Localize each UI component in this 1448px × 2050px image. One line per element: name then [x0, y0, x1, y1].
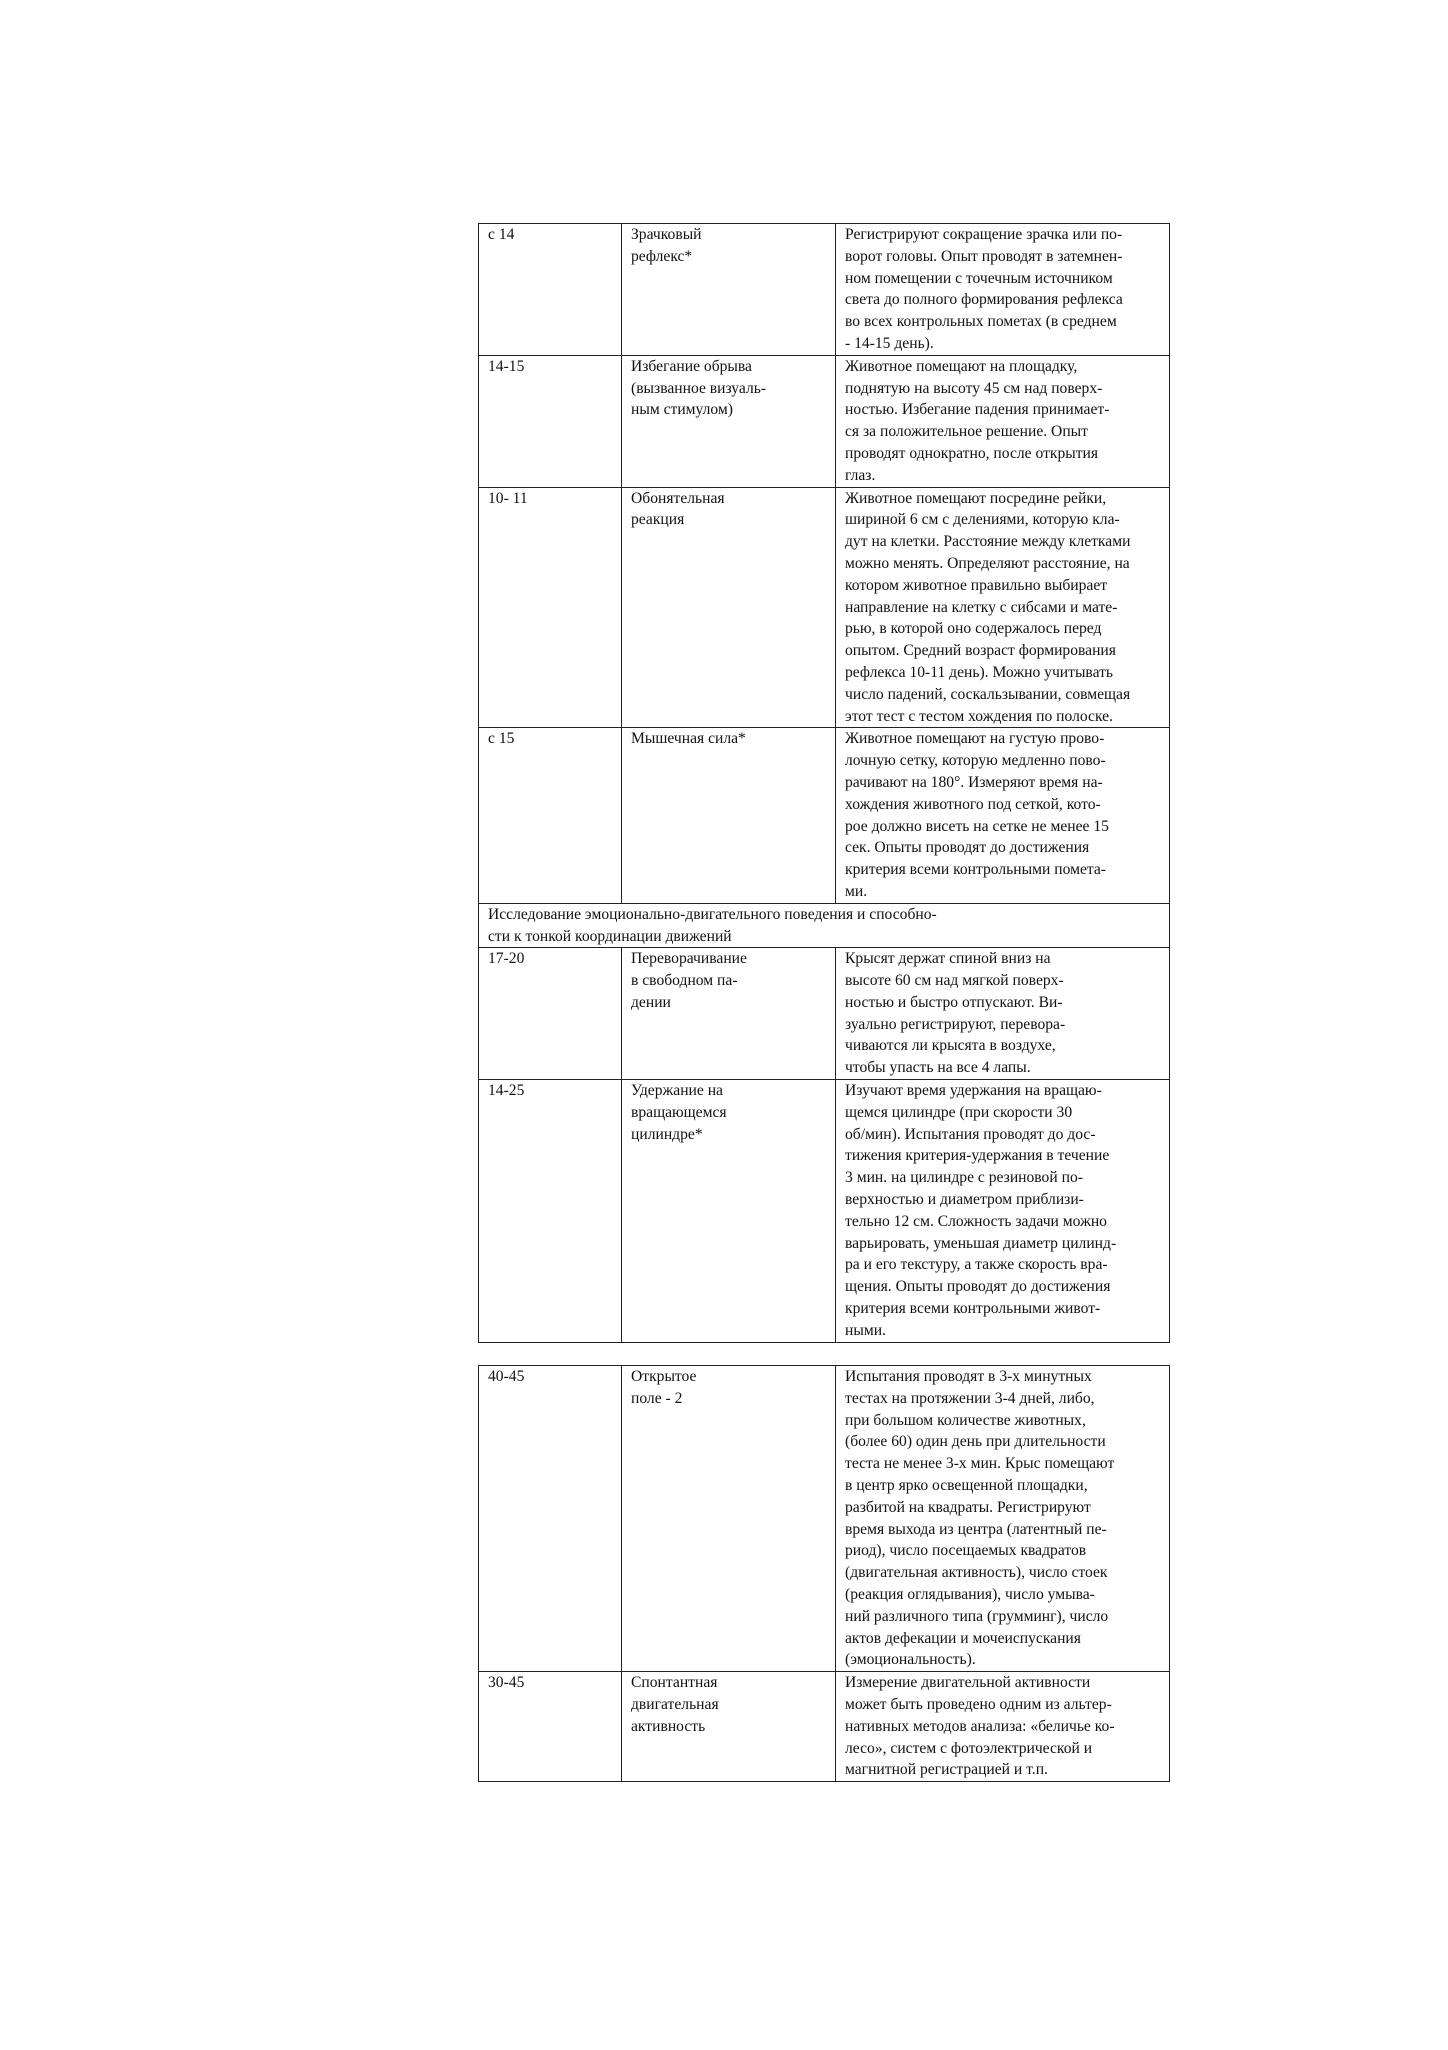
table-row	[479, 728, 1170, 903]
table-row	[479, 1672, 1170, 1782]
age-cell: с 14	[479, 224, 622, 356]
description-cell: Испытания проводят в 3-х минутных тестах на протяжении 3-4 дней, либо, при большом количестве животных, (более 60) один день при длительности теста не менее 3-х мин. Крыс помещают в центр ярко освещенной площадки, разбитой на квадраты. Регистрируют время выхода из центра (латентный пе- риод), число посещаемых квадратов (двигательная активность), число стоек (реакция оглядывания), число умыва- ний различного типа (грумминг), число актов дефекации и мочеиспускания (эмоциональность).	[836, 1366, 1170, 1672]
table-row	[479, 224, 1170, 356]
test-name-cell: Переворачивание в свободном па- дении	[622, 948, 836, 1080]
test-name-cell: Обонятельная реакция	[622, 487, 836, 728]
test-name-cell: Открытое поле - 2	[622, 1366, 836, 1672]
table-row	[479, 355, 1170, 487]
description-cell: Регистрируют сокращение зрачка или по- ворот головы. Опыт проводят в затемнен- ном помещении с точечным источником света до полного формирования рефлекса во всех контрольных пометах (в среднем - 14-15 день).	[836, 224, 1170, 356]
table-row	[479, 948, 1170, 1080]
test-name-cell: Спонтантная двигательная активность	[622, 1672, 836, 1782]
age-cell: 14-15	[479, 355, 622, 487]
age-cell: 10- 11	[479, 487, 622, 728]
section-header-row	[479, 903, 1170, 948]
table-row	[479, 487, 1170, 728]
description-cell: Изучают время удержания на вращаю- щемся цилиндре (при скорости 30 об/мин). Испытания проводят до дос- тижения критерия-удержания в течение 3 мин. на цилиндре с резиновой по- верхностью и диаметром приблизи- тельно 12 см. Сложность задачи можно варьировать, уменьшая диаметр цилинд- ра и его текстуру, а также скорость вра- щения. Опыты проводят до достижения критерия всеми контрольными живот- ными.	[836, 1080, 1170, 1343]
age-cell: 40-45	[479, 1366, 622, 1672]
test-name-cell: Мышечная сила*	[622, 728, 836, 903]
test-name-cell: Избегание обрыва (вызванное визуаль- ным стимулом)	[622, 355, 836, 487]
methods-table-1	[478, 223, 1170, 1343]
description-cell: Измерение двигательной активности может быть проведено одним из альтер- нативных методов анализа: «беличье ко- лесо», систем с фотоэлектрической и магнитной регистрацией и т.п.	[836, 1672, 1170, 1782]
table-row	[479, 1366, 1170, 1672]
age-cell: 30-45	[479, 1672, 622, 1782]
table-row	[479, 1080, 1170, 1343]
age-cell: 14-25	[479, 1080, 622, 1343]
age-cell: 17-20	[479, 948, 622, 1080]
description-cell: Животное помещают на густую прово- лочную сетку, которую медленно пово- рачивают на 180°. Измеряют время на- хождения животного под сеткой, кото- рое должно висеть на сетке не менее 15 сек. Опыты проводят до достижения критерия всеми контрольными помета- ми.	[836, 728, 1170, 903]
test-name-cell: Удержание на вращающемся цилиндре*	[622, 1080, 836, 1343]
description-cell: Животное помещают посредине рейки, шириной 6 см с делениями, которую кла- дут на клетки. Расстояние между клетками можно менять. Определяют расстояние, на котором животное правильно выбирает направление на клетку с сибсами и мате- рью, в которой оно содержалось перед опытом. Средний возраст формирования рефлекса 10-11 день). Можно учитывать число падений, соскальзывании, совмещая этот тест с тестом хождения по полоске.	[836, 487, 1170, 728]
test-name-cell: Зрачковый рефлекс*	[622, 224, 836, 356]
section-heading: Исследование эмоционально-двигательного поведения и способно- сти к тонкой координации движений	[479, 903, 1170, 948]
methods-table-2	[478, 1365, 1170, 1782]
description-cell: Животное помещают на площадку, поднятую на высоту 45 см над поверх- ностью. Избегание падения принимает- ся за положительное решение. Опыт проводят однократно, после открытия глаз.	[836, 355, 1170, 487]
description-cell: Крысят держат спиной вниз на высоте 60 см над мягкой поверх- ностью и быстро отпускают. Ви- зуально регистрируют, перевора- чиваются ли крысята в воздухе, чтобы упасть на все 4 лапы.	[836, 948, 1170, 1080]
age-cell: с 15	[479, 728, 622, 903]
